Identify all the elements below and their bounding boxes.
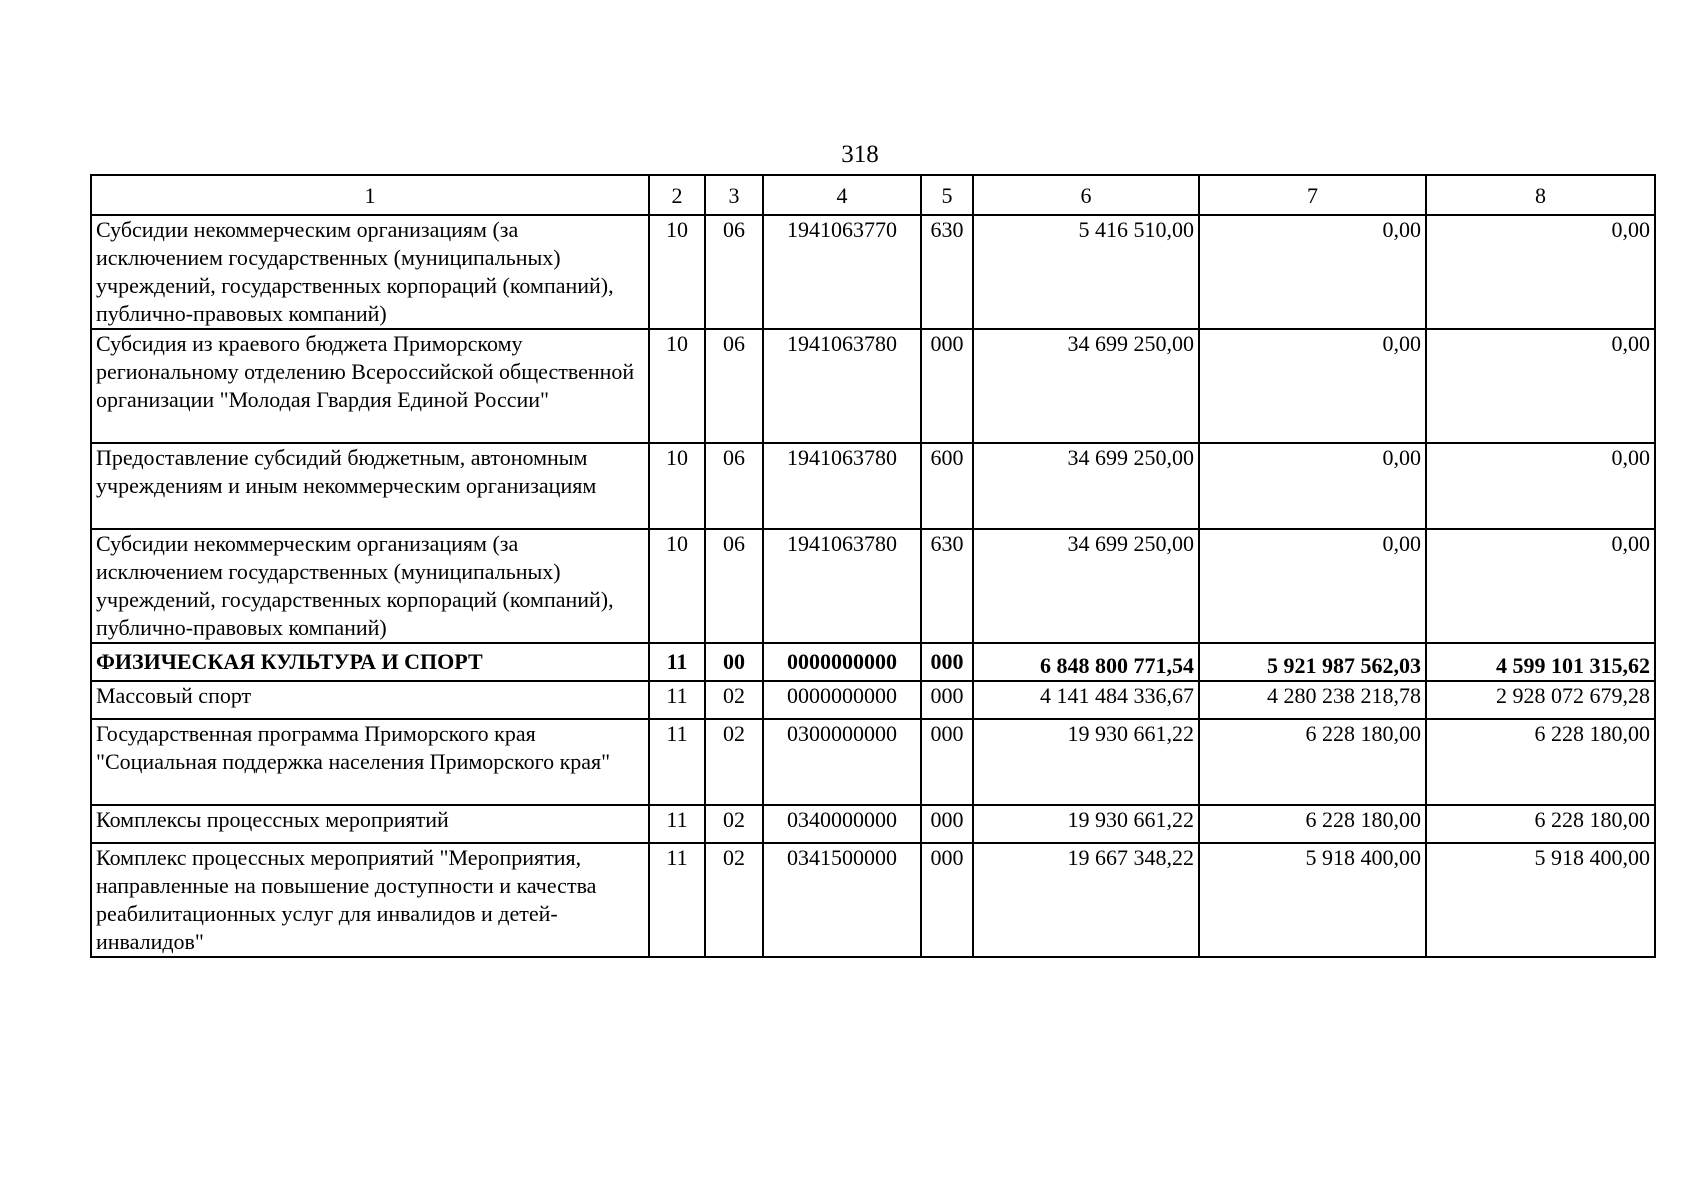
expense-type-code: 000: [921, 719, 973, 805]
amount-col-7: 0,00: [1199, 529, 1426, 643]
target-article-code: 1941063780: [763, 443, 921, 529]
expense-type-code: 000: [921, 805, 973, 843]
column-header: 2: [649, 175, 705, 215]
amount-col-8: 6 228 180,00: [1426, 719, 1655, 805]
expense-type-code: 630: [921, 529, 973, 643]
page-number: 318: [841, 141, 879, 168]
target-article-code: 0341500000: [763, 843, 921, 957]
section-code: 11: [649, 681, 705, 719]
expense-type-code: 000: [921, 843, 973, 957]
expense-type-code: 000: [921, 681, 973, 719]
subsection-code: 06: [705, 443, 763, 529]
section-code: 10: [649, 329, 705, 443]
amount-col-8: 0,00: [1426, 215, 1655, 329]
amount-col-8: 0,00: [1426, 329, 1655, 443]
amount-col-8: 0,00: [1426, 529, 1655, 643]
subsection-code: 06: [705, 329, 763, 443]
expense-type-code: 630: [921, 215, 973, 329]
table-row: [91, 643, 1655, 681]
row-name: ФИЗИЧЕСКАЯ КУЛЬТУРА И СПОРТ: [91, 643, 649, 681]
target-article-code: 0300000000: [763, 719, 921, 805]
table-row: [91, 215, 1655, 329]
table-row: [91, 529, 1655, 643]
row-name: Субсидии некоммерческим организациям (за исключением государственных (муниципальных) учреждений, государственных корпораций (компаний), публично-правовых компаний): [91, 215, 649, 329]
subsection-code: 02: [705, 681, 763, 719]
section-code: 11: [649, 843, 705, 957]
expense-type-code: 600: [921, 443, 973, 529]
column-header: 1: [91, 175, 649, 215]
section-code: 11: [649, 805, 705, 843]
column-header: 6: [973, 175, 1199, 215]
budget-table: [90, 174, 1656, 958]
column-header: 4: [763, 175, 921, 215]
subsection-code: 02: [705, 719, 763, 805]
row-name: Субсидия из краевого бюджета Приморскому региональному отделению Всероссийской общественной организации "Молодая Гвардия Единой России": [91, 329, 649, 443]
amount-col-7: 6 228 180,00: [1199, 805, 1426, 843]
amount-col-6: 19 930 661,22: [973, 805, 1199, 843]
table-row: [91, 805, 1655, 843]
target-article-code: 0340000000: [763, 805, 921, 843]
section-code: 11: [649, 643, 705, 681]
column-header: 7: [1199, 175, 1426, 215]
subsection-code: 02: [705, 805, 763, 843]
target-article-code: 0000000000: [763, 681, 921, 719]
subsection-code: 06: [705, 215, 763, 329]
target-article-code: 1941063780: [763, 329, 921, 443]
column-header: 5: [921, 175, 973, 215]
table-row: [91, 443, 1655, 529]
amount-col-8: 2 928 072 679,28: [1426, 681, 1655, 719]
section-code: 10: [649, 529, 705, 643]
amount-col-7: 0,00: [1199, 443, 1426, 529]
amount-col-7: 0,00: [1199, 215, 1426, 329]
subsection-code: 00: [705, 643, 763, 681]
table-row: [91, 681, 1655, 719]
amount-col-7: 4 280 238 218,78: [1199, 681, 1426, 719]
subsection-code: 06: [705, 529, 763, 643]
row-name: Государственная программа Приморского края "Социальная поддержка населения Приморского края": [91, 719, 649, 805]
amount-col-8: 4 599 101 315,62: [1426, 643, 1655, 681]
expense-type-code: 000: [921, 329, 973, 443]
row-name: Предоставление субсидий бюджетным, автономным учреждениям и иным некоммерческим организациям: [91, 443, 649, 529]
amount-col-6: 5 416 510,00: [973, 215, 1199, 329]
amount-col-6: 19 667 348,22: [973, 843, 1199, 957]
subsection-code: 02: [705, 843, 763, 957]
row-name: Комплексы процессных мероприятий: [91, 805, 649, 843]
column-header: 3: [705, 175, 763, 215]
table-header-row: [91, 175, 1655, 215]
section-code: 10: [649, 215, 705, 329]
target-article-code: 1941063770: [763, 215, 921, 329]
amount-col-7: 5 921 987 562,03: [1199, 643, 1426, 681]
amount-col-8: 5 918 400,00: [1426, 843, 1655, 957]
section-code: 11: [649, 719, 705, 805]
row-name: Комплекс процессных мероприятий "Мероприятия, направленные на повышение доступности и качества реабилитационных услуг для инвалидов и детей-инвалидов": [91, 843, 649, 957]
amount-col-6: 6 848 800 771,54: [973, 643, 1199, 681]
row-name: Субсидии некоммерческим организациям (за исключением государственных (муниципальных) учреждений, государственных корпораций (компаний), публично-правовых компаний): [91, 529, 649, 643]
column-header: 8: [1426, 175, 1655, 215]
target-article-code: 0000000000: [763, 643, 921, 681]
amount-col-6: 34 699 250,00: [973, 443, 1199, 529]
amount-col-7: 5 918 400,00: [1199, 843, 1426, 957]
table-row: [91, 329, 1655, 443]
section-code: 10: [649, 443, 705, 529]
amount-col-6: 19 930 661,22: [973, 719, 1199, 805]
amount-col-6: 34 699 250,00: [973, 529, 1199, 643]
table-row: [91, 843, 1655, 957]
target-article-code: 1941063780: [763, 529, 921, 643]
amount-col-8: 0,00: [1426, 443, 1655, 529]
amount-col-8: 6 228 180,00: [1426, 805, 1655, 843]
amount-col-7: 0,00: [1199, 329, 1426, 443]
row-name: Массовый спорт: [91, 681, 649, 719]
table-row: [91, 719, 1655, 805]
amount-col-7: 6 228 180,00: [1199, 719, 1426, 805]
amount-col-6: 34 699 250,00: [973, 329, 1199, 443]
amount-col-6: 4 141 484 336,67: [973, 681, 1199, 719]
expense-type-code: 000: [921, 643, 973, 681]
